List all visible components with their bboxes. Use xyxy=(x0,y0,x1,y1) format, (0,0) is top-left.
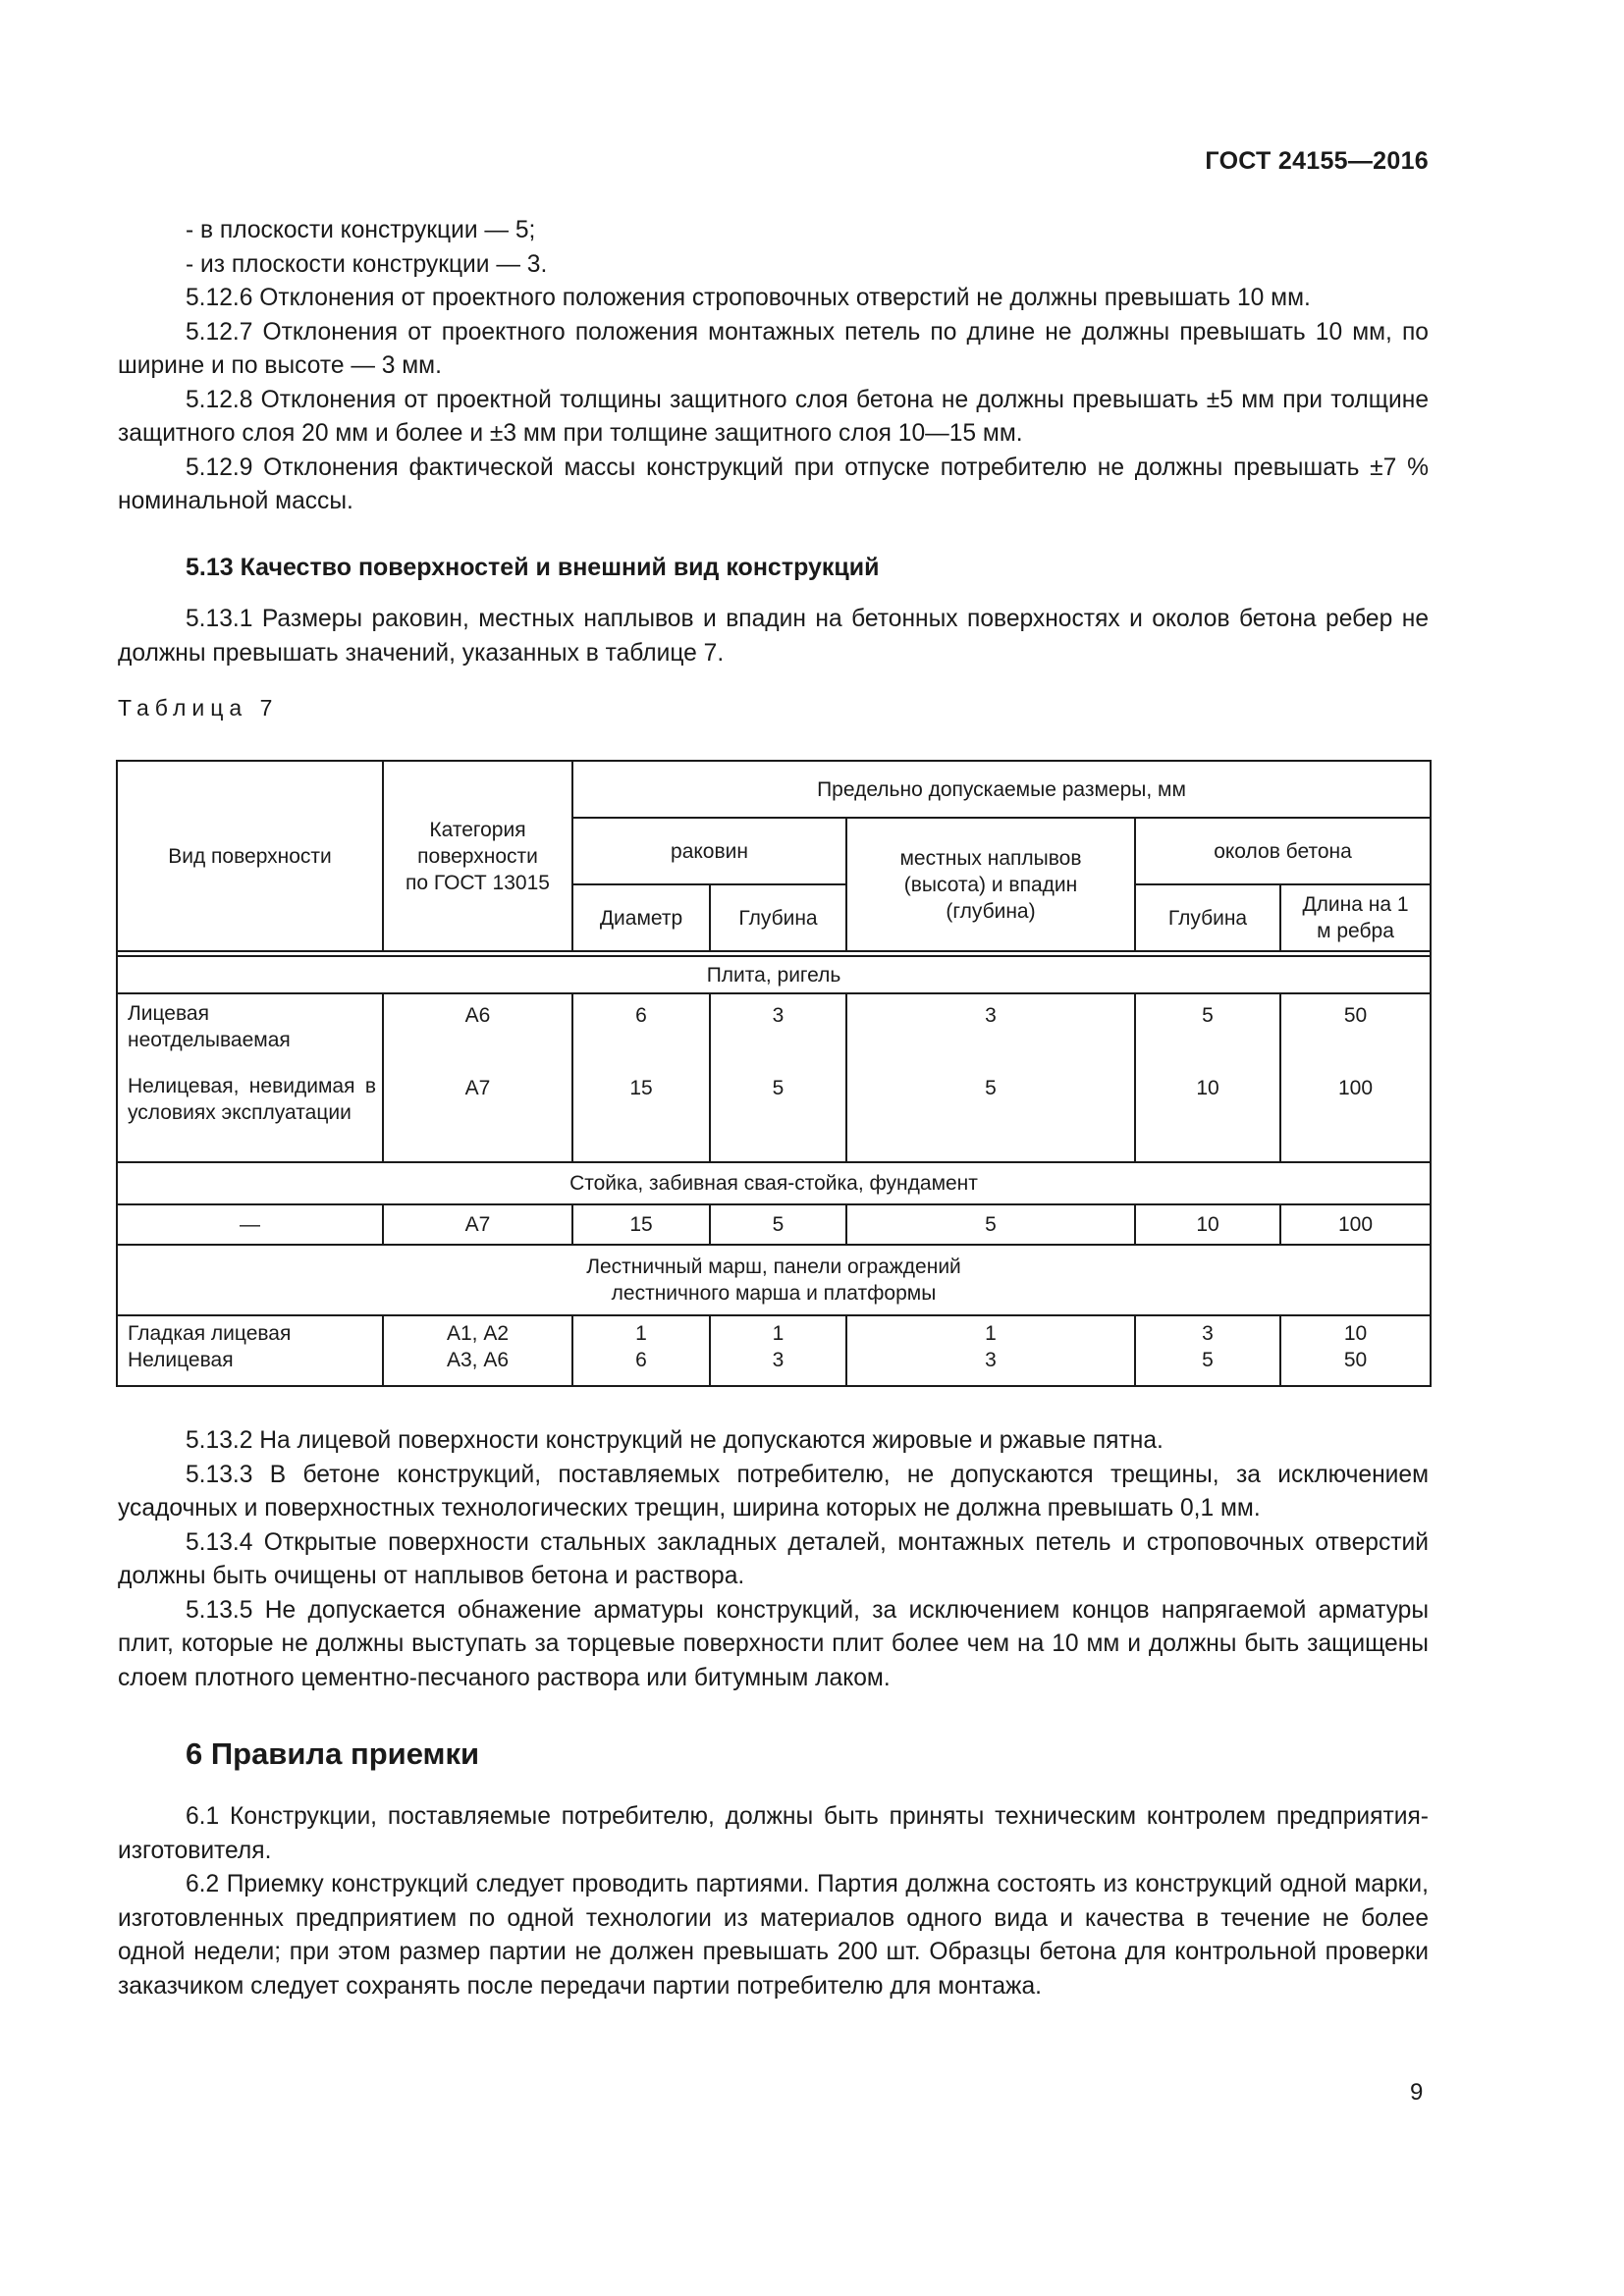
group-title: Плита, ригель xyxy=(117,956,1431,993)
section-heading-5-13: 5.13 Качество поверхностей и внешний вид конструкций xyxy=(186,554,880,581)
surface-value: Лицевая неотделываемая xyxy=(128,1002,291,1051)
header-category: Категория поверхности по ГОСТ 13015 xyxy=(383,761,572,951)
table-row xyxy=(117,1315,1431,1386)
diameter-value: 15 xyxy=(572,1204,710,1245)
table-header-row-1 xyxy=(117,761,1431,818)
depth-value: 1 xyxy=(772,1322,785,1345)
depth-value: 3 xyxy=(772,1004,785,1027)
paragraph-5-12-7: 5.12.7 Отклонения от проектного положения монтажных петель по длине не должны превышать 10 мм, по ширине и по высоте — 3 мм. xyxy=(118,318,1429,379)
diameter-value: 15 xyxy=(629,1077,653,1099)
paragraph-6-2: 6.2 Приемку конструкций следует проводить партиями. Партия должна состоять из конструкций одной марки, изготовленных предприятием по одной технологии из материалов одного вида и качества в течение не более одной недели; при этом размер партии не должен превышать 200 шт. Образцы бетона для контрольной проверки заказчиком следует сохранять после передачи партии потребителю для монтажа. xyxy=(118,1871,1429,2000)
sags-cell xyxy=(846,993,1135,1162)
group-row-stairs xyxy=(117,1245,1431,1315)
chip-depth-cell xyxy=(1135,993,1280,1162)
list-item-in-plane: - в плоскости конструкции — 5; xyxy=(186,217,536,243)
surface-value: Гладкая лицевая xyxy=(128,1322,292,1345)
diameter-value: 6 xyxy=(635,1004,647,1027)
section-6 xyxy=(118,1737,1429,1772)
header-chips: околов бетона xyxy=(1135,818,1431,884)
section-heading-6: 6 Правила приемки xyxy=(186,1736,480,1771)
sags-cell xyxy=(846,1315,1135,1386)
diameter-cell xyxy=(572,993,710,1162)
paragraphs-5-12 xyxy=(118,214,1429,519)
surface-value: Нелицевая xyxy=(128,1349,234,1371)
header-sags: местных наплывов (высота) и впадин (глубина) xyxy=(846,818,1135,951)
section-6-body xyxy=(118,1800,1429,2003)
category-value: А6 xyxy=(464,1004,491,1027)
table-caption-block xyxy=(118,691,1429,726)
category-cell xyxy=(383,993,572,1162)
chip-depth-value: 5 xyxy=(1202,1004,1214,1027)
diameter-cell xyxy=(572,1315,710,1386)
paragraph-5-12-9: 5.12.9 Отклонения фактической массы конструкций при отпуске потребителю не должны превышать ±7 % номинальной массы. xyxy=(118,454,1429,514)
depth-cell xyxy=(710,993,846,1162)
sags-value: 5 xyxy=(985,1077,997,1099)
header-diameter: Диаметр xyxy=(572,884,710,951)
header-surface-type: Вид поверхности xyxy=(117,761,383,951)
chip-depth-value: 5 xyxy=(1202,1349,1214,1371)
group-title: Лестничный марш, панели ограждений лестничного марша и платформы xyxy=(117,1245,1431,1315)
section-5-13-body xyxy=(118,603,1429,670)
chip-length-value: 10 xyxy=(1343,1322,1368,1345)
paragraph-6-1: 6.1 Конструкции, поставляемые потребителю, должны быть приняты техническим контролем предприятия-изготовителя. xyxy=(118,1803,1429,1864)
group-title: Стойка, забивная свая-стойка, фундамент xyxy=(117,1162,1431,1204)
category-value: А7 xyxy=(464,1077,491,1099)
diameter-value: 1 xyxy=(635,1322,647,1345)
section-5-13 xyxy=(118,551,1429,585)
table-row xyxy=(117,1204,1431,1245)
surface-cell xyxy=(117,993,383,1162)
category-value: А1, А2 xyxy=(446,1322,510,1345)
group-row-column-pile xyxy=(117,1162,1431,1204)
sags-value: 3 xyxy=(985,1349,997,1371)
paragraph-5-13-5: 5.13.5 Не допускается обнажение арматуры конструкций, за исключением концов напрягаемой арматуры плит, которые не должны выступать за торцевые поверхности плит более чем на 10 мм и должны быть защищены слоем плотного цементно-песчаного раствора или битумным лаком. xyxy=(118,1596,1429,1691)
table-row xyxy=(117,993,1431,1162)
chip-length-cell xyxy=(1280,993,1431,1162)
header-chip-length: Длина на 1 м ребра xyxy=(1280,884,1431,951)
sags-value: 3 xyxy=(985,1004,997,1027)
depth-value: 3 xyxy=(772,1349,785,1371)
sags-value: 5 xyxy=(846,1204,1135,1245)
paragraph-5-12-6: 5.12.6 Отклонения от проектного положения строповочных отверстий не должны превышать 10 мм. xyxy=(186,285,1311,311)
category-value: А3, А6 xyxy=(446,1349,510,1371)
surface-cell xyxy=(117,1315,383,1386)
header-depth: Глубина xyxy=(710,884,846,951)
chip-depth-value: 3 xyxy=(1202,1322,1214,1345)
surface-value: — xyxy=(117,1204,383,1245)
surface-value: Нелицевая, невидимая в условиях эксплуатации xyxy=(128,1075,376,1124)
chip-depth-value: 10 xyxy=(1135,1204,1280,1245)
group-row-slab xyxy=(117,956,1431,993)
chip-length-cell xyxy=(1280,1315,1431,1386)
header-chip-depth: Глубина xyxy=(1135,884,1280,951)
diameter-value: 6 xyxy=(635,1349,647,1371)
chip-depth-cell xyxy=(1135,1315,1280,1386)
depth-cell xyxy=(710,1315,846,1386)
category-cell xyxy=(383,1315,572,1386)
header-limits: Предельно допускаемые размеры, мм xyxy=(572,761,1431,818)
category-value: А7 xyxy=(383,1204,572,1245)
chip-depth-value: 10 xyxy=(1196,1077,1219,1099)
depth-value: 5 xyxy=(772,1077,785,1099)
header-cavities: раковин xyxy=(572,818,846,884)
paragraph-5-13-4: 5.13.4 Открытые поверхности стальных закладных деталей, монтажных петель и строповочных отверстий должны быть очищены от наплывов бетона и раствора. xyxy=(118,1528,1429,1589)
paragraphs-5-13-cont xyxy=(118,1424,1429,1695)
page-number: 9 xyxy=(1410,2079,1424,2106)
chip-length-value: 50 xyxy=(1343,1004,1368,1027)
sags-value: 1 xyxy=(985,1322,997,1345)
document-code-header: ГОСТ 24155—2016 xyxy=(1205,147,1429,175)
chip-length-value: 100 xyxy=(1337,1077,1374,1099)
chip-length-value: 50 xyxy=(1343,1349,1368,1371)
table-7 xyxy=(116,760,1432,1387)
list-item-out-of-plane: - из плоскости конструкции — 3. xyxy=(186,250,548,278)
paragraph-5-12-8: 5.12.8 Отклонения от проектной толщины защитного слоя бетона не должны превышать ±5 мм при толщине защитного слоя 20 мм и более и ±3 мм при толщине защитного слоя 10—15 мм. xyxy=(118,386,1429,447)
paragraph-5-13-1: 5.13.1 Размеры раковин, местных наплывов и впадин на бетонных поверхностях и околов бетона ребер не должны превышать значений, указанных в таблице 7. xyxy=(118,606,1429,667)
depth-value: 5 xyxy=(710,1204,846,1245)
paragraph-5-13-3: 5.13.3 В бетоне конструкций, поставляемых потребителю, не допускаются трещины, за исключением усадочных и поверхностных технологических трещин, ширина которых не должна превышать 0,1 мм. xyxy=(118,1461,1429,1522)
chip-length-value: 100 xyxy=(1280,1204,1431,1245)
paragraph-5-13-2: 5.13.2 На лицевой поверхности конструкций не допускаются жировые и ржавые пятна. xyxy=(186,1427,1164,1454)
table-caption: Таблица 7 xyxy=(118,695,279,721)
